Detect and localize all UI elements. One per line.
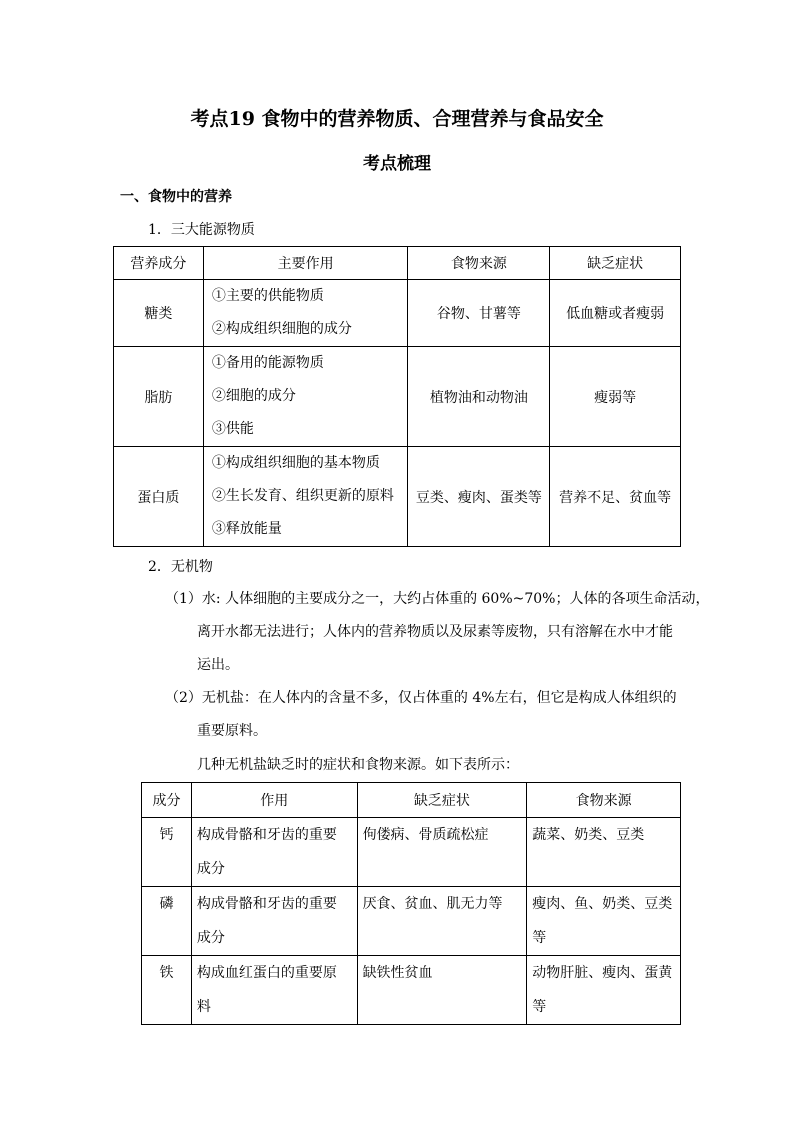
mineral-source [527,818,681,887]
nutrient-effects [203,280,408,347]
deficiency-symptom: 营养不足、贫血等 [550,447,681,547]
mineral-deficiency: 缺铁性贫血 [357,956,527,1025]
column-header: 营养成分 [114,247,204,280]
mineral-deficiency: 厌食、贫血、肌无力等 [357,887,527,956]
mineral-salts-table [141,782,681,1025]
cell-line: 瘦肉、鱼、奶类、豆类 [532,896,673,912]
mineral-effect [191,818,357,887]
cell-line: 等 [532,930,547,946]
effect-line: ①构成组织细胞的基本物质 [211,455,380,471]
mineral-deficiency: 佝偻病、骨质疏松症 [357,818,527,887]
table-row [114,347,681,447]
table-row [114,447,681,547]
cell-line: 料 [196,999,211,1015]
nutrient-name: 脂肪 [114,347,204,447]
effect-line: ①主要的供能物质 [211,288,324,304]
cell-line: 构成骨骼和牙齿的重要 [196,896,337,912]
food-source: 豆类、瘦肉、蛋类等 [408,447,550,547]
column-header: 主要作用 [203,247,408,280]
column-header: 食物来源 [527,783,681,818]
table-row [142,956,681,1025]
cell-line: 成分 [196,861,225,877]
nutrient-name: 蛋白质 [114,447,204,547]
cell-line: 动物肝脏、瘦肉、蛋黄 [532,965,673,981]
nutrient-name: 糖类 [114,280,204,347]
cell-line: 构成血红蛋白的重要原 [196,965,337,981]
table-row [114,280,681,347]
food-source: 植物油和动物油 [408,347,550,447]
energy-substances-table [113,246,681,547]
page-subtitle: 考点梳理 [363,154,431,174]
cell-line: 蔬菜、奶类、豆类 [532,827,645,843]
deficiency-symptom: 瘦弱等 [550,347,681,447]
salt-table-intro: 几种无机盐缺乏时的症状和食物来源。如下表所示： [197,757,519,773]
mineral-name: 钙 [142,818,192,887]
salt-paragraph-line: 重要原料。 [197,723,267,739]
subsection-heading-inorganic: 2．无机物 [148,559,213,575]
effect-line: ②细胞的成分 [211,388,296,404]
effect-line: ①备用的能源物质 [211,355,324,371]
cell-line: 成分 [196,930,225,946]
water-paragraph-line: （1）水: 人体细胞的主要成分之一，大约占体重的 60%~70%；人体的各项生命活动， [165,591,710,607]
section-heading-nutrition: 一、食物中的营养 [120,189,232,205]
cell-line: 构成骨骼和牙齿的重要 [196,827,337,843]
nutrient-effects [203,447,408,547]
effect-line: ②生长发育、组织更新的原料 [211,488,394,504]
mineral-name: 铁 [142,956,192,1025]
page-title: 考点19 食物中的营养物质、合理营养与食品安全 [190,108,604,130]
column-header: 作用 [191,783,357,818]
water-paragraph-line: 离开水都无法进行；人体内的营养物质以及尿素等废物，只有溶解在水中才能 [197,624,673,640]
subsection-heading-energy: 1．三大能源物质 [148,222,255,238]
mineral-name: 磷 [142,887,192,956]
column-header: 缺乏症状 [550,247,681,280]
effect-line: ③释放能量 [211,521,282,537]
mineral-source [527,887,681,956]
nutrient-effects [203,347,408,447]
mineral-effect [191,887,357,956]
effect-line: ②构成组织细胞的成分 [211,321,352,337]
table-header-row [114,247,681,280]
deficiency-symptom: 低血糖或者瘦弱 [550,280,681,347]
salt-paragraph-line: （2）无机盐：在人体内的含量不多，仅占体重的 4%左右，但它是构成人体组织的 [165,690,677,706]
table-row [142,818,681,887]
food-source: 谷物、甘薯等 [408,280,550,347]
column-header: 缺乏症状 [357,783,527,818]
table-header-row [142,783,681,818]
water-paragraph-line: 运出。 [197,657,239,673]
column-header: 食物来源 [408,247,550,280]
effect-line: ③供能 [211,421,254,437]
column-header: 成分 [142,783,192,818]
mineral-source [527,956,681,1025]
table-row [142,887,681,956]
mineral-effect [191,956,357,1025]
cell-line: 等 [532,999,547,1015]
